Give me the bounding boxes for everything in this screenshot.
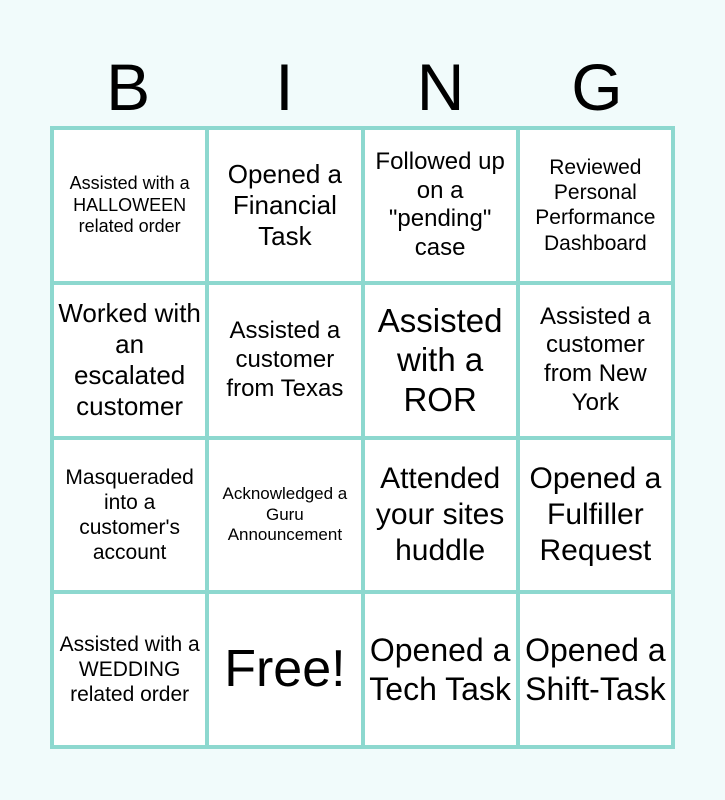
bingo-cell-free[interactable] — [209, 594, 360, 745]
cell-text: Opened a Shift-Task — [525, 632, 666, 707]
bingo-cell-10[interactable] — [209, 440, 360, 591]
bingo-cell-2[interactable] — [209, 130, 360, 281]
header-letter-b: B — [106, 50, 151, 124]
bingo-cell-3[interactable] — [365, 130, 516, 281]
bingo-cell-5[interactable] — [54, 285, 205, 436]
header-letter-i: I — [275, 50, 294, 124]
bingo-cell-1[interactable] — [54, 130, 205, 281]
cell-text: Worked with an escalated customer — [58, 297, 201, 422]
header-letter-g: G — [571, 50, 623, 124]
cell-text: Masqueraded into a customer's account — [65, 465, 194, 565]
cell-text: Assisted with a WEDDING related order — [59, 632, 200, 707]
cell-text: Attended your sites huddle — [375, 461, 505, 567]
cell-text: Assisted with a ROR — [377, 301, 503, 418]
cell-text: Assisted a customer from New York — [540, 302, 651, 416]
bingo-cell-9[interactable] — [54, 440, 205, 591]
cell-text: Opened a Fulfiller Request — [529, 461, 662, 567]
cell-text: Reviewed Personal Performance Dashboard — [535, 156, 656, 255]
bingo-cell-11[interactable] — [365, 440, 516, 591]
bingo-cell-8[interactable] — [520, 285, 671, 436]
bingo-cell-13[interactable] — [54, 594, 205, 745]
bingo-cell-16[interactable] — [520, 594, 671, 745]
free-space-text: Free! — [224, 640, 346, 699]
bingo-cell-12[interactable] — [520, 440, 671, 591]
bingo-cell-15[interactable] — [365, 594, 516, 745]
cell-text: Acknowledged a Guru Announcement — [222, 484, 348, 545]
bingo-header — [50, 48, 675, 126]
cell-text: Assisted with a HALLOWEEN related order — [69, 172, 190, 237]
bingo-cell-7[interactable] — [365, 285, 516, 436]
cell-text: Assisted a customer from Texas — [226, 316, 344, 402]
cell-text: Opened a Tech Task — [369, 632, 511, 707]
bingo-cell-4[interactable] — [520, 130, 671, 281]
bingo-cell-6[interactable] — [209, 285, 360, 436]
cell-text: Followed up on a "pending" case — [375, 147, 505, 262]
header-letter-n: N — [416, 50, 465, 124]
cell-text: Opened a Financial Task — [227, 158, 342, 251]
bingo-card-grid — [50, 126, 675, 749]
